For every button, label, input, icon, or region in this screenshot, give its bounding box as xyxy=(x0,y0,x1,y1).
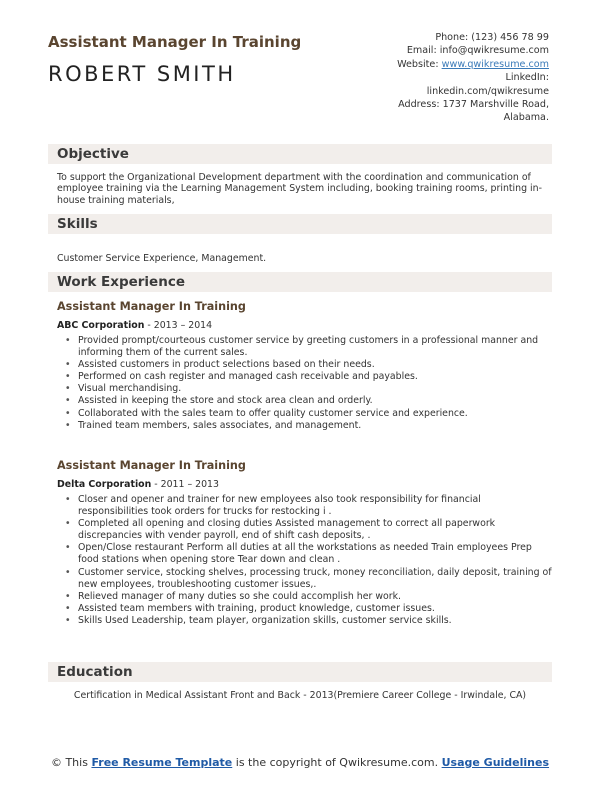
job-1-company-line xyxy=(57,320,212,331)
list-item: • Visual merchandising. xyxy=(78,383,552,395)
section-work-heading: Work Experience xyxy=(57,274,185,290)
job-1-duties xyxy=(57,335,552,432)
list-item: • Customer service, stocking shelves, processing truck, money reconciliation, daily deposit, training of new employees, troubleshooting customer issues,. xyxy=(78,567,552,591)
website-link[interactable]: www.qwikresume.com xyxy=(441,58,549,70)
job-2-company-line xyxy=(57,479,219,490)
contact-address-line1: Address: 1737 Marshville Road, xyxy=(398,99,549,111)
list-item: • Closer and opener and trainer for new employees also took responsibility for financial responsibilities took orders for trucks for restocking i . xyxy=(78,494,552,518)
free-resume-template-link[interactable]: Free Resume Template xyxy=(91,756,233,769)
list-item: • Provided prompt/courteous customer service by greeting customers in a professional manner and informing them of the current sales. xyxy=(78,335,552,359)
footer-prefix: © This xyxy=(50,756,92,769)
list-item: • Completed all opening and closing duties Assisted management to correct all paperwork discrepancies with vender payroll, end of shift cash deposits, . xyxy=(78,518,552,542)
education-text: Certification in Medical Assistant Front and Back - 2013(Premiere Career College - Irwindale, CA) xyxy=(73,690,527,701)
contact-phone: Phone: (123) 456 78 99 xyxy=(435,32,549,43)
contact-address-line2: Alabama. xyxy=(503,112,549,124)
contact-linkedin-label: LinkedIn: xyxy=(505,72,549,84)
section-skills-heading: Skills xyxy=(57,216,98,232)
skills-text: Customer Service Experience, Management. xyxy=(57,253,267,264)
job-1-dates: - 2013 – 2014 xyxy=(144,320,213,331)
list-item: • Assisted customers in product selections based on their needs. xyxy=(78,359,552,371)
contact-block xyxy=(329,31,549,125)
section-education-heading: Education xyxy=(57,664,133,680)
job-2-title: Assistant Manager In Training xyxy=(57,459,246,472)
contact-linkedin-value: linkedin.com/qwikresume xyxy=(426,85,549,97)
job-1-title: Assistant Manager In Training xyxy=(57,300,246,313)
list-item: • Open/Close restaurant Perform all duties at all the workstations as needed Train employees Prep food stations when opening store Tear down and clean . xyxy=(78,542,552,566)
job-2-dates: - 2011 – 2013 xyxy=(151,479,219,490)
section-objective-heading: Objective xyxy=(57,146,129,162)
section-objective xyxy=(48,144,552,164)
usage-guidelines-link[interactable]: Usage Guidelines xyxy=(441,756,550,769)
list-item: • Relieved manager of many duties so she could accomplish her work. xyxy=(78,591,552,603)
list-item: • Skills Used Leadership, team player, organization skills, customer service skills. xyxy=(78,615,552,627)
list-item: • Trained team members, sales associates, and management. xyxy=(78,420,552,432)
section-work-experience xyxy=(48,272,552,292)
job-1-company: ABC Corporation xyxy=(57,320,145,331)
header-job-title: Assistant Manager In Training xyxy=(48,33,302,51)
candidate-name: ROBERT SMITH xyxy=(48,62,236,86)
footer xyxy=(48,756,552,770)
section-skills xyxy=(48,214,552,234)
list-item: • Performed on cash register and managed cash receivable and payables. xyxy=(78,371,552,383)
objective-text: To support the Organizational Development department with the coordination and communication of employee training via the Learning Management System including, booking training rooms, printing in-house training materials, xyxy=(57,172,542,206)
contact-website-label: Website: xyxy=(397,58,439,70)
contact-email: Email: info@qwikresume.com xyxy=(406,45,549,57)
footer-middle: is the copyright of Qwikresume.com. xyxy=(232,756,442,769)
job-2-company: Delta Corporation xyxy=(57,479,152,490)
list-item: • Assisted in keeping the store and stock area clean and orderly. xyxy=(78,395,552,407)
list-item: • Collaborated with the sales team to offer quality customer service and experience. xyxy=(78,408,552,420)
section-education xyxy=(48,662,552,682)
contact-website xyxy=(329,58,549,71)
list-item: • Assisted team members with training, product knowledge, customer issues. xyxy=(78,603,552,615)
job-2-duties xyxy=(57,494,552,627)
